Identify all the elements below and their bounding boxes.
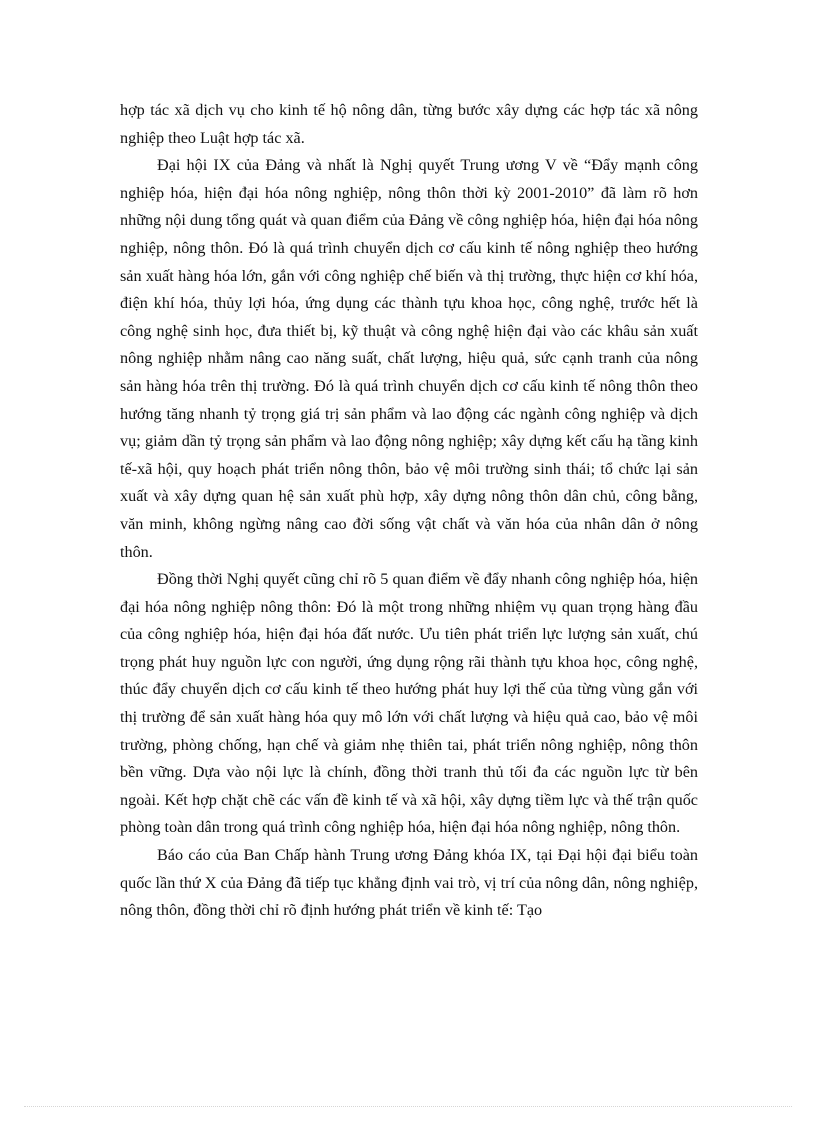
document-body [120,97,698,925]
page-bottom-dotted-rule [24,1106,792,1107]
paragraph-1: hợp tác xã dịch vụ cho kinh tế hộ nông dân, từng bước xây dựng các hợp tác xã nông nghiệp theo Luật hợp tác xã. [120,101,698,147]
paragraph-4: Báo cáo của Ban Chấp hành Trung ương Đảng khóa IX, tại Đại hội đại biểu toàn quốc lần thứ X của Đảng đã tiếp tục khẳng định vai trò, vị trí của nông dân, nông nghiệp, nông thôn, đồng thời chỉ rõ định hướng phát triển về kinh tế: Tạo [120,846,698,920]
paragraph-3: Đồng thời Nghị quyết cũng chỉ rõ 5 quan điểm về đẩy nhanh công nghiệp hóa, hiện đại hóa nông nghiệp nông thôn: Đó là một trong những nhiệm vụ quan trọng hàng đầu của công nghiệp hóa, hiện đại hóa đất nước. Ưu tiên phát triển lực lượng sản xuất, chú trọng phát huy nguồn lực con người, ứng dụng rộng rãi thành tựu khoa học, công nghệ, thúc đẩy chuyển dịch cơ cấu kinh tế theo hướng phát huy lợi thế của từng vùng gắn với thị trường để sản xuất hàng hóa quy mô lớn với chất lượng và hiệu quả cao, bảo vệ môi trường, phòng chống, hạn chế và giảm nhẹ thiên tai, phát triển nông nghiệp, nông thôn bền vững. Dựa vào nội lực là chính, đồng thời tranh thủ tối đa các nguồn lực từ bên ngoài. Kết hợp chặt chẽ các vấn đề kinh tế và xã hội, xây dựng tiềm lực và thế trận quốc phòng toàn dân trong quá trình công nghiệp hóa, hiện đại hóa nông nghiệp, nông thôn. [120,570,698,837]
paragraph-2: Đại hội IX của Đảng và nhất là Nghị quyết Trung ương V về “Đẩy mạnh công nghiệp hóa, hiện đại hóa nông nghiệp, nông thôn thời kỳ 2001-2010” đã làm rõ hơn những nội dung tổng quát và quan điểm của Đảng về công nghiệp hóa, hiện đại hóa nông nghiệp, nông thôn. Đó là quá trình chuyển dịch cơ cấu kinh tế nông nghiệp theo hướng sản xuất hàng hóa lớn, gắn với công nghiệp chế biến và thị trường, thực hiện cơ khí hóa, điện khí hóa, thủy lợi hóa, ứng dụng các thành tựu khoa học, công nghệ, trước hết là công nghệ sinh học, đưa thiết bị, kỹ thuật và công nghệ hiện đại vào các khâu sản xuất nông nghiệp nhằm nâng cao năng suất, chất lượng, hiệu quả, sức cạnh tranh của nông sản hàng hóa trên thị trường. Đó là quá trình chuyển dịch cơ cấu kinh tế nông thôn theo hướng tăng nhanh tỷ trọng giá trị sản phẩm và lao động các ngành công nghiệp và dịch vụ; giảm dần tỷ trọng sản phẩm và lao động nông nghiệp; xây dựng kết cấu hạ tầng kinh tế-xã hội, quy hoạch phát triển nông thôn, bảo vệ môi trường sinh thái; tổ chức lại sản xuất và xây dựng quan hệ sản xuất phù hợp, xây dựng nông thôn dân chủ, công bằng, văn minh, không ngừng nâng cao đời sống vật chất và văn hóa của nhân dân ở nông thôn. [120,156,698,561]
